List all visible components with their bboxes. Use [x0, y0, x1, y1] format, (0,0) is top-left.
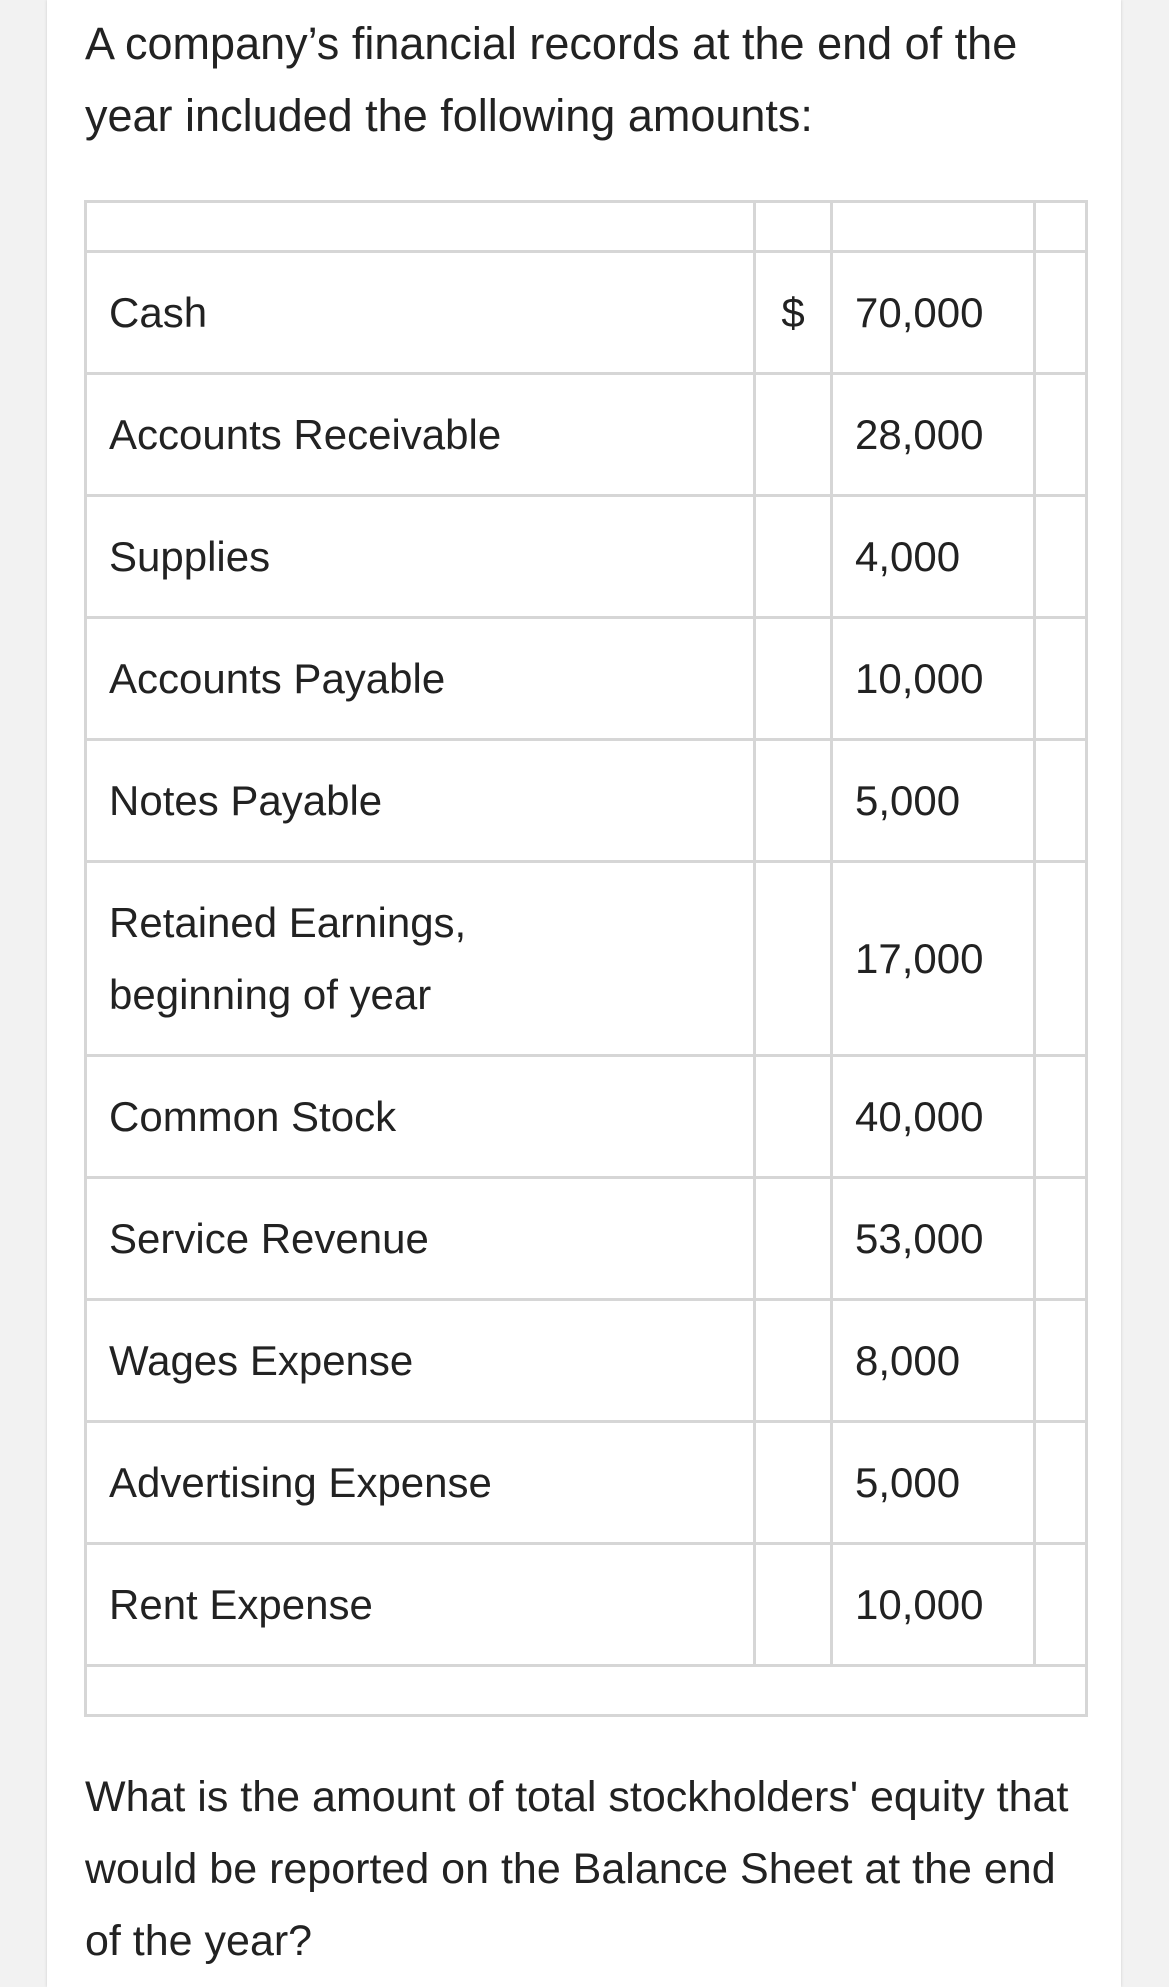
table-cell — [1035, 252, 1087, 374]
account-label: Rent Expense — [86, 1544, 755, 1666]
account-label: Retained Earnings, beginning of year — [86, 862, 755, 1056]
table-row — [86, 618, 1087, 740]
table-row — [86, 252, 1087, 374]
table-cell — [1035, 1056, 1087, 1178]
account-label: Service Revenue — [86, 1178, 755, 1300]
account-amount: 5,000 — [832, 1422, 1035, 1544]
account-amount: 28,000 — [832, 374, 1035, 496]
account-label: Supplies — [86, 496, 755, 618]
account-amount: 5,000 — [832, 740, 1035, 862]
table-cell — [1035, 1178, 1087, 1300]
table-cell — [755, 1422, 832, 1544]
account-label: Accounts Payable — [86, 618, 755, 740]
table-cell — [832, 202, 1035, 252]
table-cell — [755, 618, 832, 740]
account-amount: 4,000 — [832, 496, 1035, 618]
table-cell — [755, 1544, 832, 1666]
account-amount: 8,000 — [832, 1300, 1035, 1422]
account-label: Common Stock — [86, 1056, 755, 1178]
account-label: Wages Expense — [86, 1300, 755, 1422]
table-row — [86, 496, 1087, 618]
table-row — [86, 1544, 1087, 1666]
question-prompt: What is the amount of total stockholders' equity that would be reported on the Balance Sheet at the end of the year? — [85, 1773, 1069, 1965]
table-row — [86, 1300, 1087, 1422]
account-label: Advertising Expense — [86, 1422, 755, 1544]
table-row — [86, 1422, 1087, 1544]
table-cell — [1035, 1300, 1087, 1422]
table-cell — [755, 1300, 832, 1422]
table-header-row — [86, 202, 1087, 252]
table-cell — [1035, 862, 1087, 1056]
table-cell — [755, 202, 832, 252]
table-row — [86, 1056, 1087, 1178]
currency-symbol: $ — [755, 252, 832, 374]
table-cell — [1035, 740, 1087, 862]
table-cell — [1035, 1544, 1087, 1666]
table-cell — [755, 374, 832, 496]
account-amount: 53,000 — [832, 1178, 1035, 1300]
table-row — [86, 740, 1087, 862]
account-amount: 70,000 — [832, 252, 1035, 374]
question-intro: A company’s financial records at the end of the year included the following amounts: — [85, 18, 1018, 141]
financial-records-table — [84, 200, 1088, 1717]
table-cell — [1035, 202, 1087, 252]
account-amount: 10,000 — [832, 1544, 1035, 1666]
table-cell — [755, 1056, 832, 1178]
table-cell — [755, 496, 832, 618]
table-cell — [755, 1178, 832, 1300]
table-footer-row — [86, 1666, 1087, 1716]
table-cell — [1035, 618, 1087, 740]
account-label: Accounts Receivable — [86, 374, 755, 496]
table-cell — [86, 202, 755, 252]
account-amount: 17,000 — [832, 862, 1035, 1056]
table-cell — [86, 1666, 1087, 1716]
table-cell — [1035, 496, 1087, 618]
account-label: Cash — [86, 252, 755, 374]
account-amount: 40,000 — [832, 1056, 1035, 1178]
table-row — [86, 374, 1087, 496]
table-cell — [1035, 374, 1087, 496]
account-label: Notes Payable — [86, 740, 755, 862]
table-row — [86, 862, 1087, 1056]
table-row — [86, 1178, 1087, 1300]
table-cell — [755, 740, 832, 862]
table-cell — [1035, 1422, 1087, 1544]
account-amount: 10,000 — [832, 618, 1035, 740]
table-cell — [755, 862, 832, 1056]
